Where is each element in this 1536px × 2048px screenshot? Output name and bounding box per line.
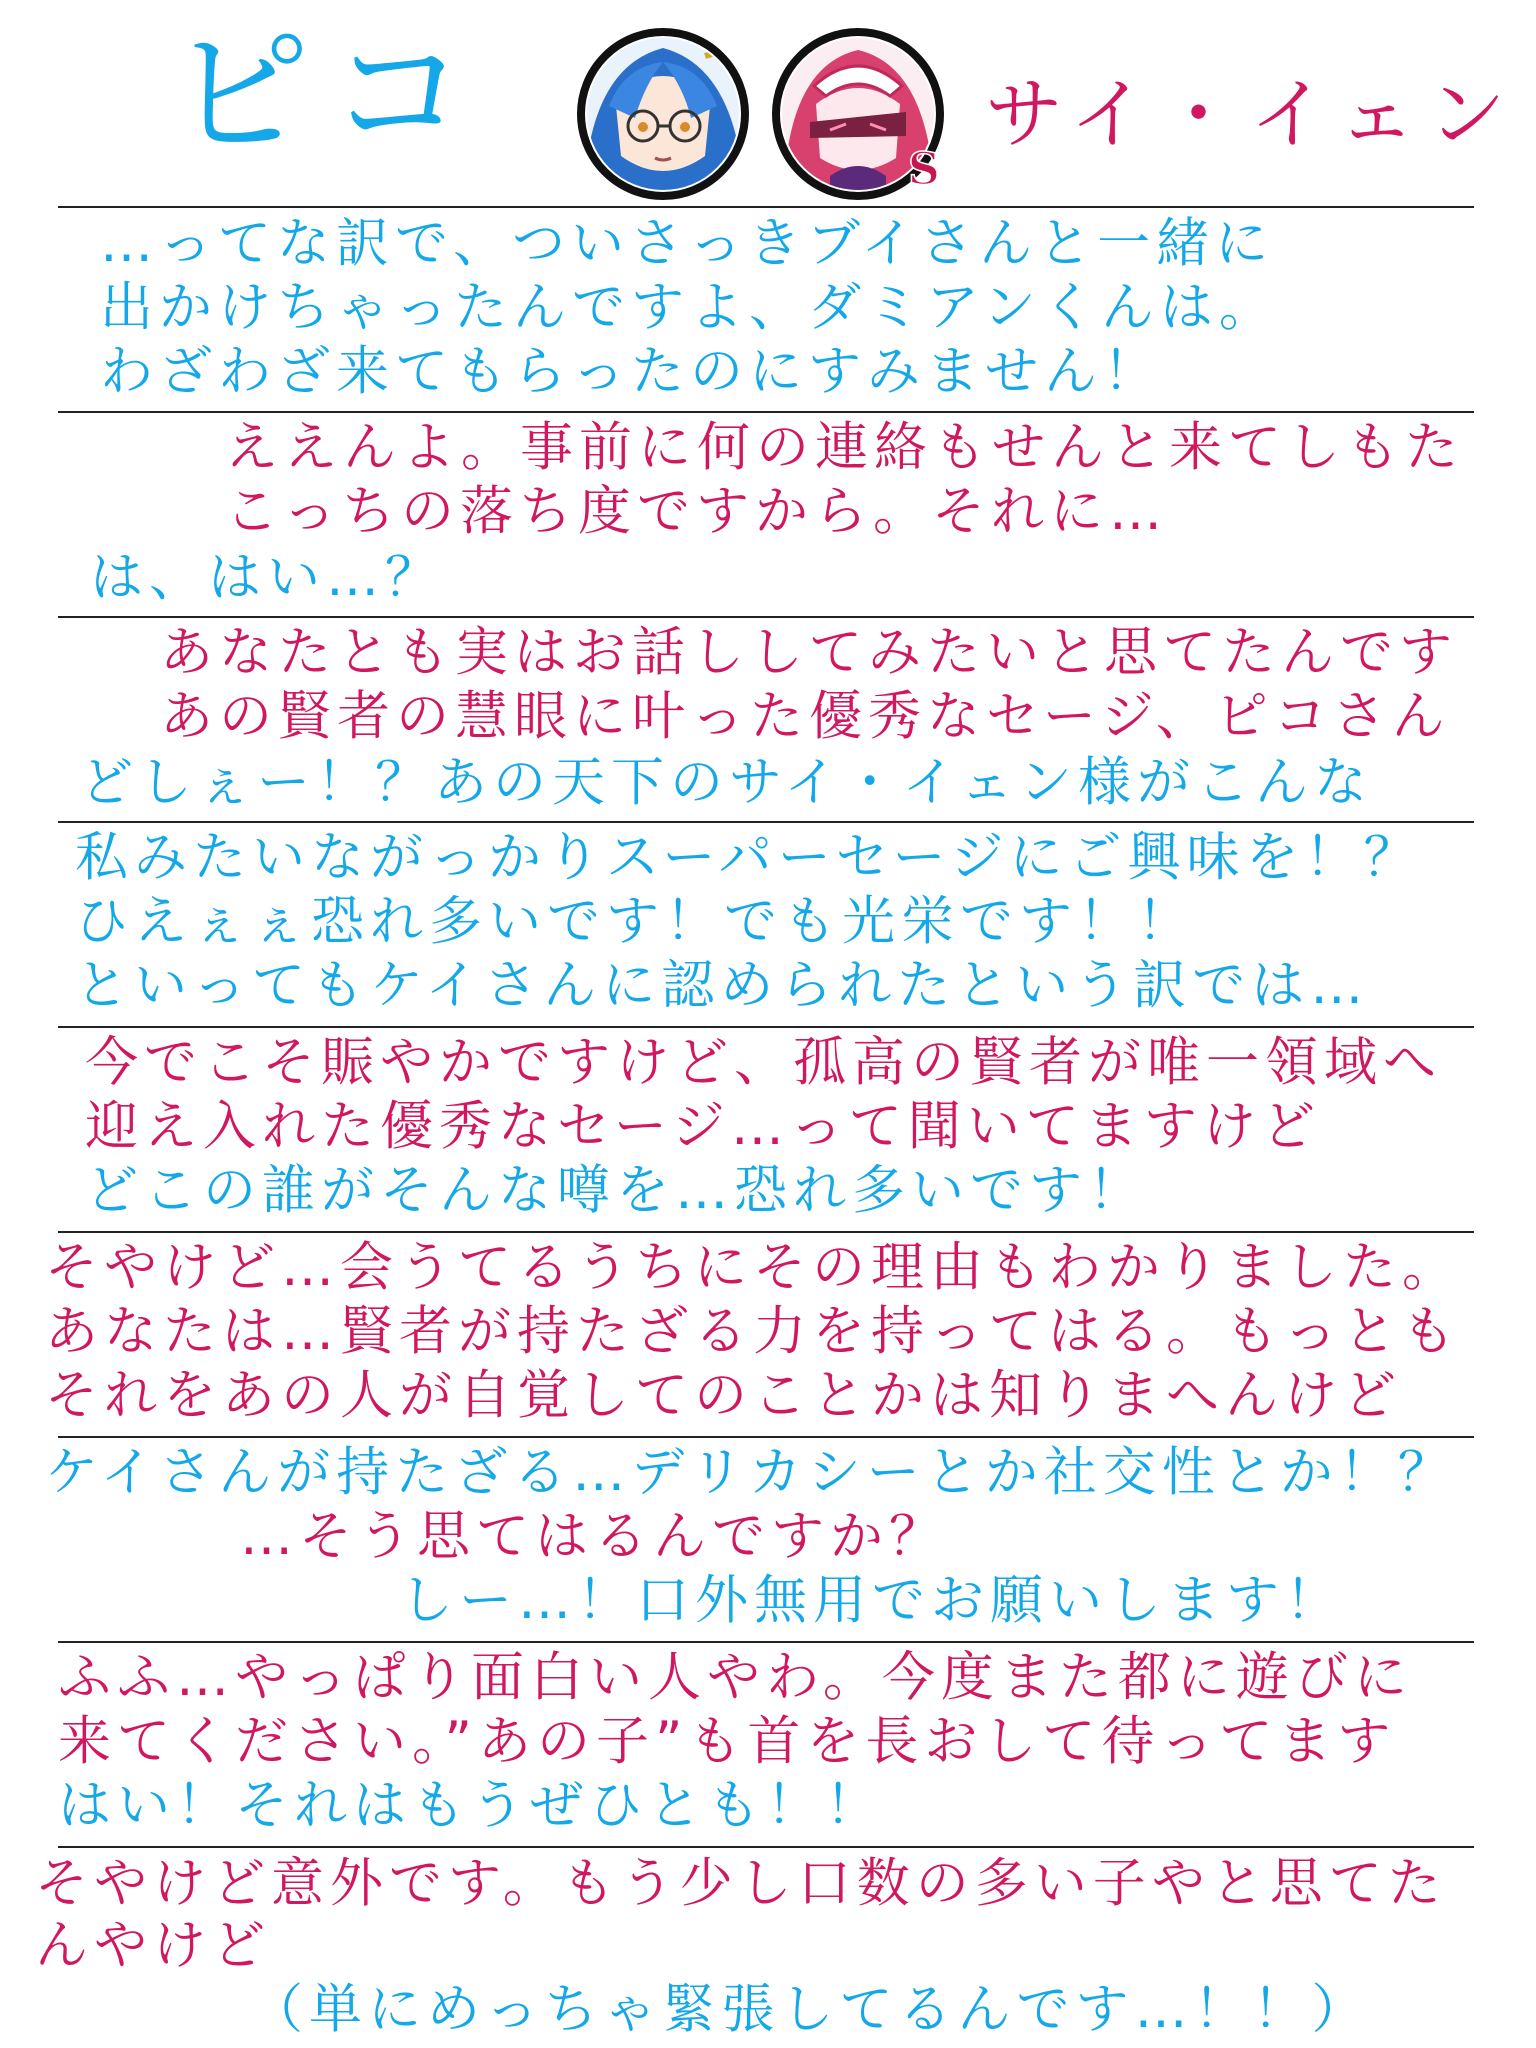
dialogue-line-sai: ええんよ。事前に何の連絡もせんと来てしもた [225,417,1464,478]
divider [58,411,1474,413]
divider [58,1846,1474,1848]
dialogue-line-pico: （単にめっちゃ緊張してるんです…！！） [250,1979,1371,2040]
divider [58,1641,1474,1643]
divider [58,616,1474,618]
dialogue-line-pico: わざわざ来てもらったのにすみません！ [100,341,1162,402]
divider [58,1436,1474,1438]
divider [58,1026,1474,1028]
dialogue-line-pico: といってもケイさんに認められたという訳では… [75,955,1370,1016]
dialogue-line-sai: 迎え入れた優秀なセージ…って聞いてますけど [85,1096,1321,1157]
dialogue-line-sai: あなたは…賢者が持たざる力を持ってはる。もっとも [45,1301,1461,1362]
pico-name-label: ピコ [170,13,487,176]
dialogue-line-sai: …そう思てはるんですか？ [240,1506,948,1567]
dialogue-line-pico: 出かけちゃったんですよ、ダミアンくんは。 [100,277,1278,338]
dialogue-line-pico: 私みたいながっかりスーパーセージにご興味を！？ [75,827,1423,888]
sai-avatar [770,26,946,202]
dialogue-line-sai: ふふ…やっぱり面白い人やわ。今度また都に遊びに [58,1647,1413,1708]
dialogue-line-pico: ケイさんが持たざる…デリカシーとか社交性とか！？ [45,1442,1457,1503]
dialogue-line-sai: そやけど意外です。もう少し口数の多い子やと思てた [35,1853,1447,1914]
divider [58,1231,1474,1233]
pico-avatar [575,26,751,202]
sai-name-label: サイ・イェン [985,70,1518,160]
header [0,0,1536,200]
dialogue-line-pico: は、はい…？ [90,547,444,608]
dialogue-line-sai: あなたとも実はお話ししてみたいと思てたんです [160,622,1458,683]
dialogue-line-pico: どこの誰がそんな噂を…恐れ多いです！ [85,1160,1147,1221]
dialogue-line-sai: こっちの落ち度ですから。それに… [225,481,1168,542]
dialogue-line-pico: どしぇー！？あの天下のサイ・イェン様がこんな [80,752,1373,813]
dialogue-line-pico: はい！それはもうぜひとも！！ [58,1775,884,1836]
s-badge-icon [904,144,944,194]
dialogue-line-sai: んやけど [35,1915,271,1976]
dialogue-line-sai: そやけど…会うてるうちにその理由もわかりました。 [45,1237,1461,1298]
dialogue-line-pico: ひえぇぇ恐れ多いです！でも光栄です！！ [75,891,1196,952]
dialogue-line-sai: あの賢者の慧眼に叶った優秀なセージ、ピコさん [160,686,1451,747]
divider [58,206,1474,208]
dialogue-line-pico: しー…！口外無用でお願いします！ [400,1570,1344,1631]
dialogue-line-sai: 来てください。”あの子”も首を長おして待ってます [58,1711,1397,1772]
svg-text:S: S [908,144,940,194]
dialogue-line-sai: それをあの人が自覚してのことかは知りまへんけど [45,1365,1402,1426]
divider [58,821,1474,823]
blue-haired-girl-with-glasses-portrait-icon [575,26,751,202]
dialogue-line-sai: 今でこそ賑やかですけど、孤高の賢者が唯一領域へ [85,1032,1442,1093]
dialogue-line-pico: …ってな訳で、ついさっきブイさんと一緒に [100,213,1275,274]
